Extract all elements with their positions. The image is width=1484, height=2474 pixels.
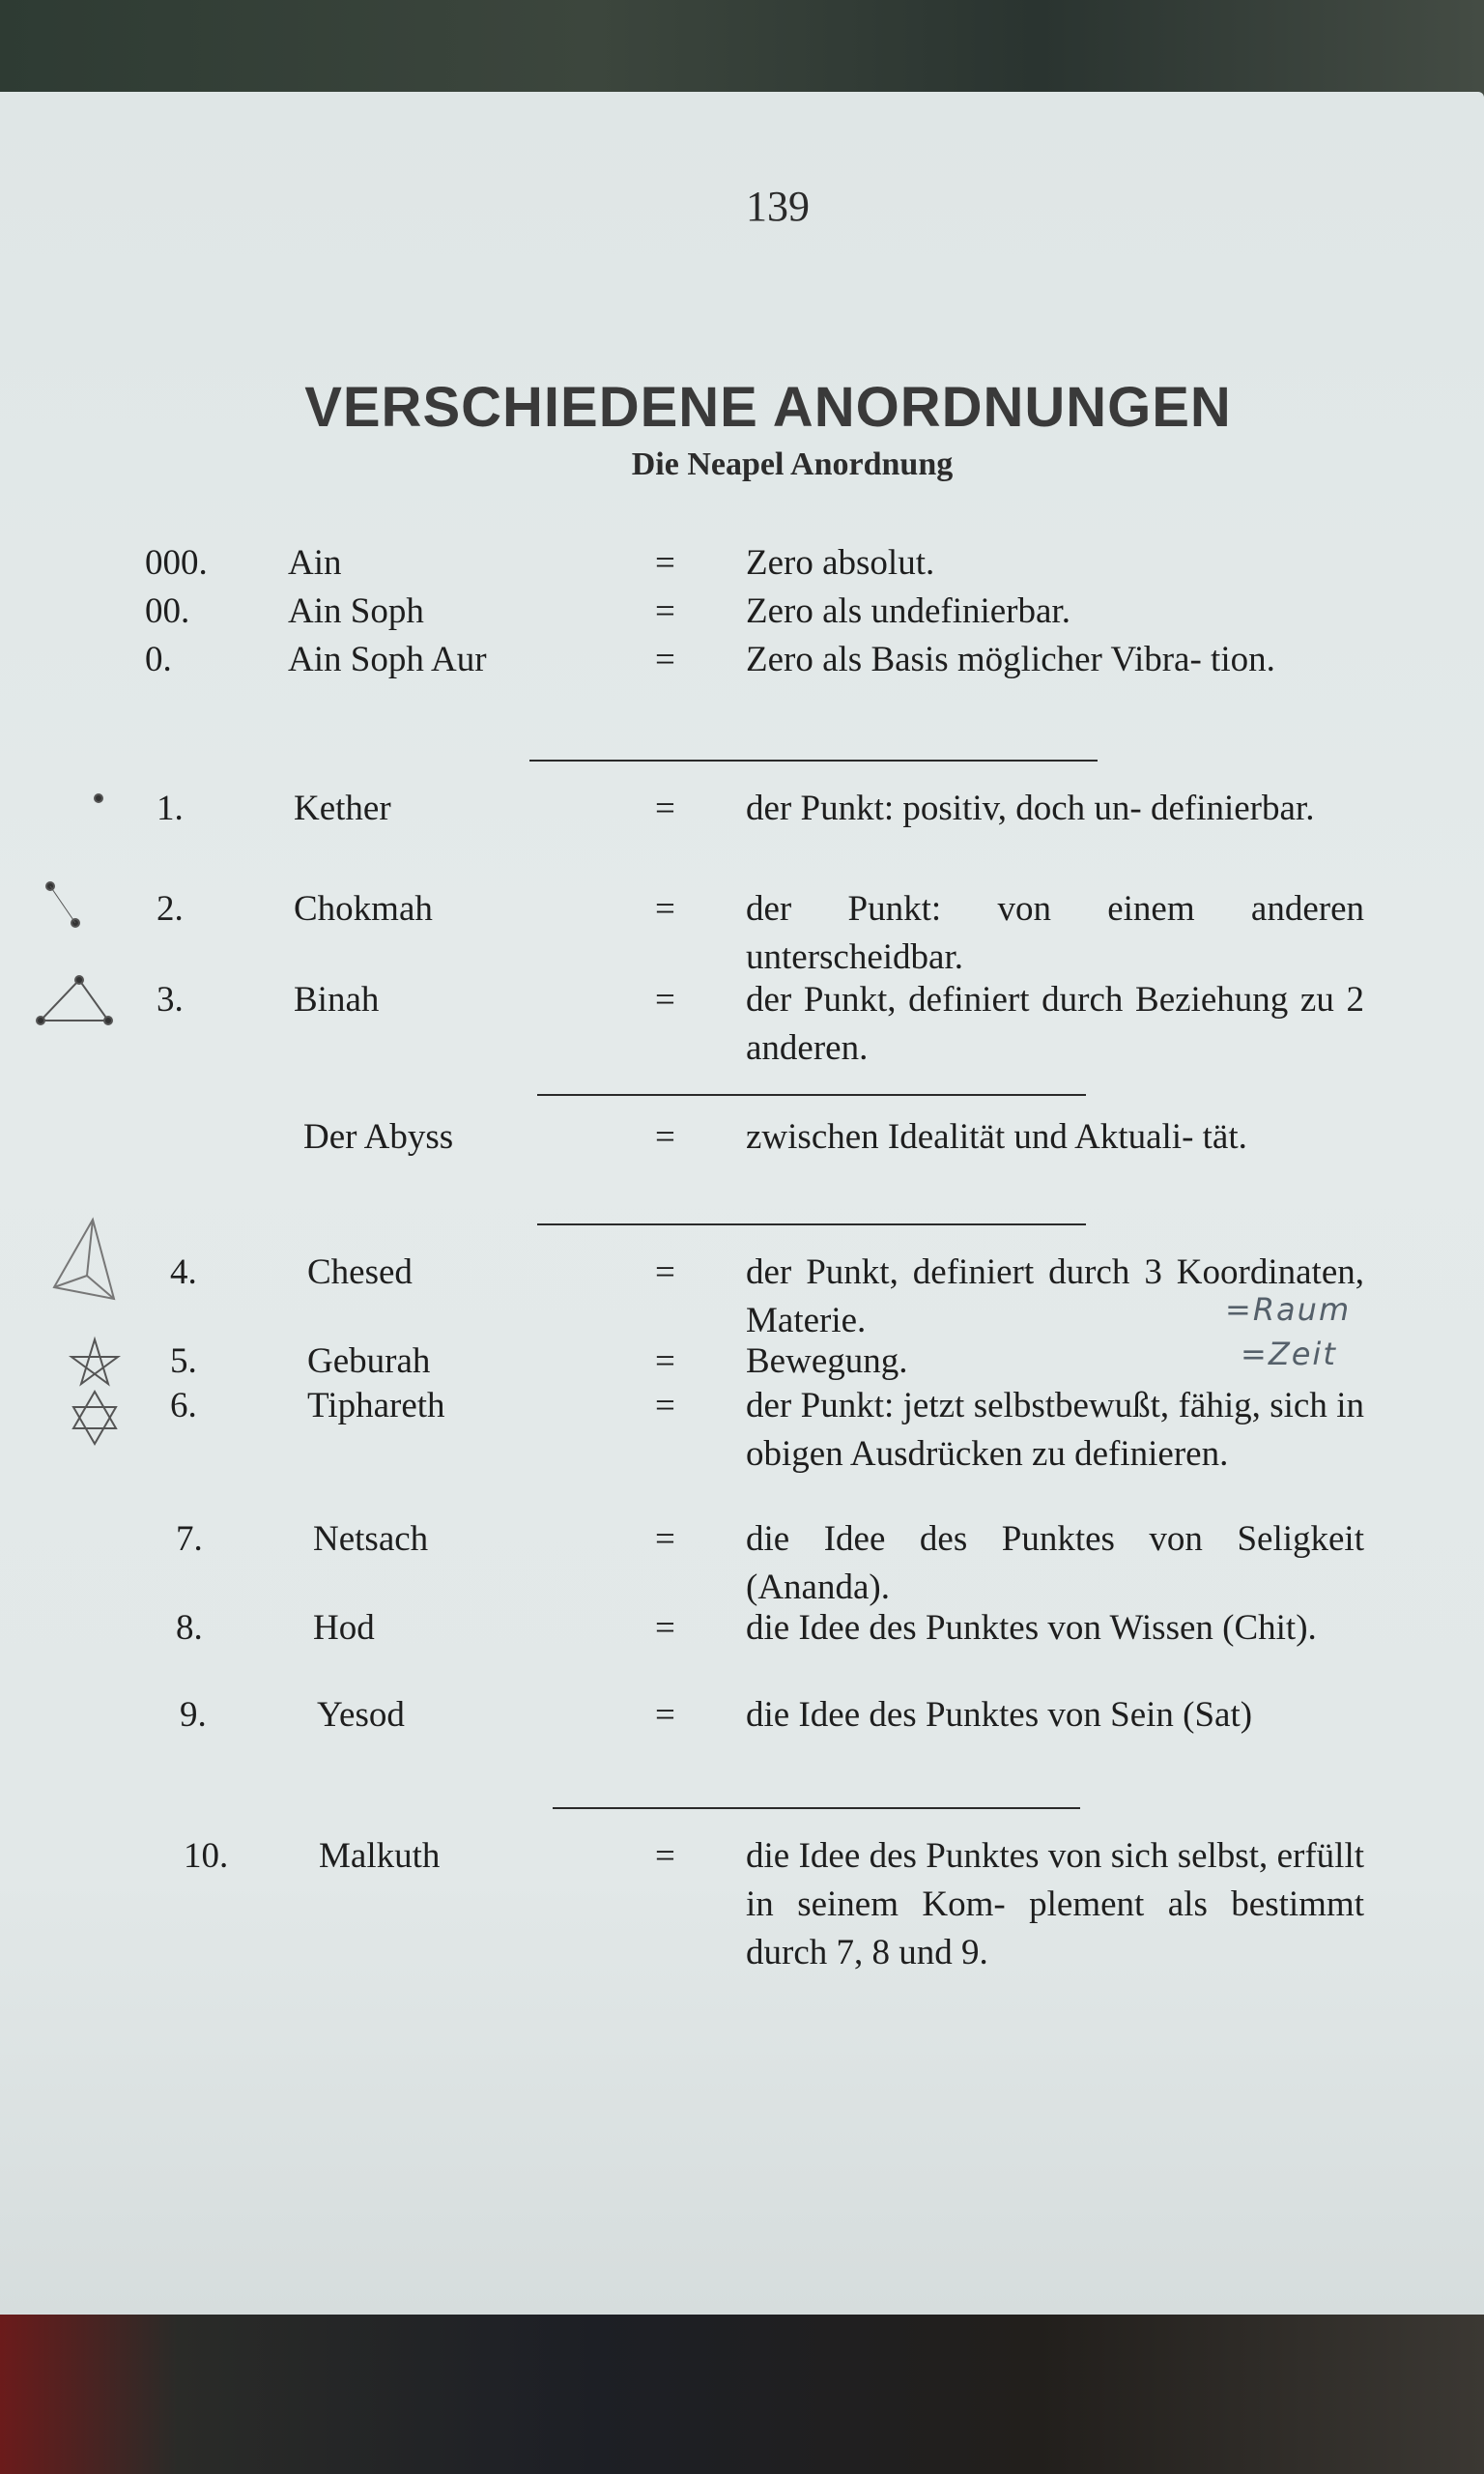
triangle-icon [37,976,112,1024]
entry-name: Chesed [307,1252,413,1292]
entry-number: 0. [145,640,172,679]
entry-name: Yesod [317,1695,405,1735]
equals-sign: = [655,1836,675,1876]
entry-description: zwischen Idealität und Aktuali- tät. [746,1117,1247,1157]
hexagram-icon [73,1392,116,1444]
chapter-title: VERSCHIEDENE ANORDNUNGEN [304,376,1232,439]
pentagram-icon [71,1339,118,1384]
entry-description: der Punkt: positiv, doch un- definierbar. [746,789,1315,828]
entry-number: 5. [170,1341,197,1381]
entry-name: Chokmah [294,889,433,929]
entry-number: 6. [170,1386,197,1425]
entry-description: der Punkt, definiert durch Beziehung zu 2 anderen. [746,980,1364,1068]
entry-description: der Punkt: jetzt selbstbewußt, fähig, sich in obigen Ausdrücken zu definieren. [746,1386,1364,1474]
entry-name: Malkuth [319,1836,441,1876]
handwritten-note-zeit: =Zeit [1241,1336,1337,1372]
entry-number: 7. [176,1519,203,1559]
entry-name: Ain Soph Aur [288,640,487,679]
entry-name: Kether [294,789,391,828]
entry-number: 4. [170,1252,197,1292]
entry-description: Zero absolut. [746,543,935,583]
entry-number: 00. [145,591,190,631]
entry-number: 3. [157,980,184,1020]
entry-number: 1. [157,789,184,828]
single-dot-icon [95,794,102,802]
entry-description: die Idee des Punktes von Seligkeit (Ananda). [746,1519,1364,1607]
equals-sign: = [655,640,675,679]
entry-number: 8. [176,1608,203,1648]
entry-description: der Punkt, definiert durch 3 Koordinaten, Materie. [746,1252,1364,1340]
entry-name: Binah [294,980,380,1020]
equals-sign: = [655,1608,675,1648]
equals-sign: = [655,1519,675,1559]
entry-number: 10. [184,1836,229,1876]
entry-name: Der Abyss [303,1117,454,1157]
equals-sign: = [655,1386,675,1425]
entry-name: Hod [313,1608,375,1648]
two-dots-icon [46,882,79,927]
entry-name: Geburah [307,1341,431,1381]
equals-sign: = [655,1252,675,1292]
tetrahedron-icon [54,1220,114,1299]
entry-description: der Punkt: von einem anderen unterscheidbar. [746,889,1364,977]
equals-sign: = [655,591,675,631]
equals-sign: = [655,543,675,583]
equals-sign: = [655,789,675,828]
handwritten-note-raum: =Raum [1225,1291,1352,1328]
equals-sign: = [655,980,675,1020]
equals-sign: = [655,1117,675,1157]
entry-name: Ain Soph [288,591,424,631]
entry-description: Zero als Basis möglicher Vibra- tion. [746,640,1275,679]
entry-description: Zero als undefinierbar. [746,591,1070,631]
section-subtitle: Die Neapel Anordnung [631,446,954,482]
entry-description: die Idee des Punktes von sich selbst, erfüllt in seinem Kom- plement als bestimmt durch 7, 8 und 9. [746,1836,1364,1972]
equals-sign: = [655,889,675,929]
equals-sign: = [655,1341,675,1381]
entry-description: die Idee des Punktes von Sein (Sat) [746,1695,1253,1735]
entry-name: Ain [288,543,342,583]
entry-description: Bewegung. [746,1341,908,1381]
entry-number: 9. [180,1695,207,1735]
entry-name: Tiphareth [307,1386,445,1425]
page-number: 139 [746,183,810,230]
entry-description: die Idee des Punktes von Wissen (Chit). [746,1608,1317,1648]
equals-sign: = [655,1695,675,1735]
entry-number: 2. [157,889,184,929]
entry-number: 000. [145,543,208,583]
entry-name: Netsach [313,1519,429,1559]
